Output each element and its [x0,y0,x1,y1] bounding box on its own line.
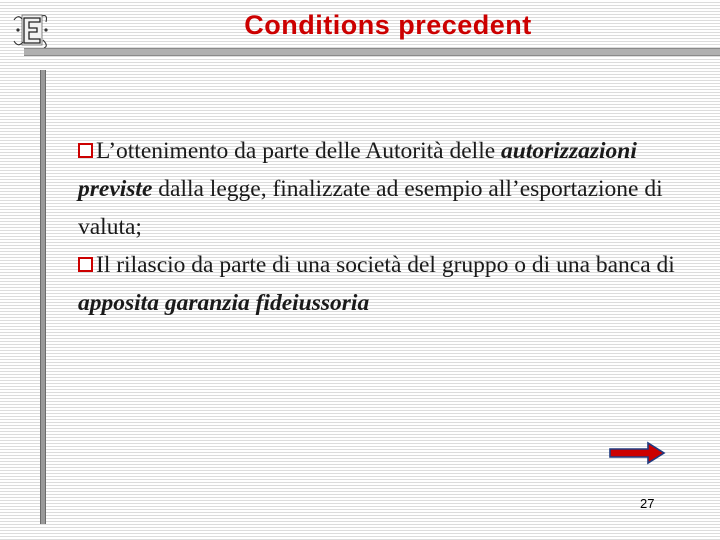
right-arrow-icon[interactable] [608,440,666,466]
title-divider [24,48,720,56]
left-vertical-bar [40,70,46,524]
hollow-square-bullet-icon [78,143,93,158]
bullet-text-run: L’ottenimento da parte delle Autorità delle [96,138,502,164]
bullet-item [78,246,678,322]
page-number: 27 [640,496,655,511]
bullet-emphasis-run: autorizzazioni previste [78,138,637,202]
bullet-text-run: Il rilascio da parte di una società del gruppo o di una banca di [96,252,675,278]
bullet-item [78,132,678,246]
slide-title: Conditions precedent [244,10,532,40]
hollow-square-bullet-icon [78,257,93,272]
bullet-emphasis-run: apposita garanzia fideiussoria [78,290,370,316]
bullet-text-run: dalla legge, finalizzate ad esempio all’esportazione di valuta; [78,176,663,240]
bullet-list [78,132,678,322]
